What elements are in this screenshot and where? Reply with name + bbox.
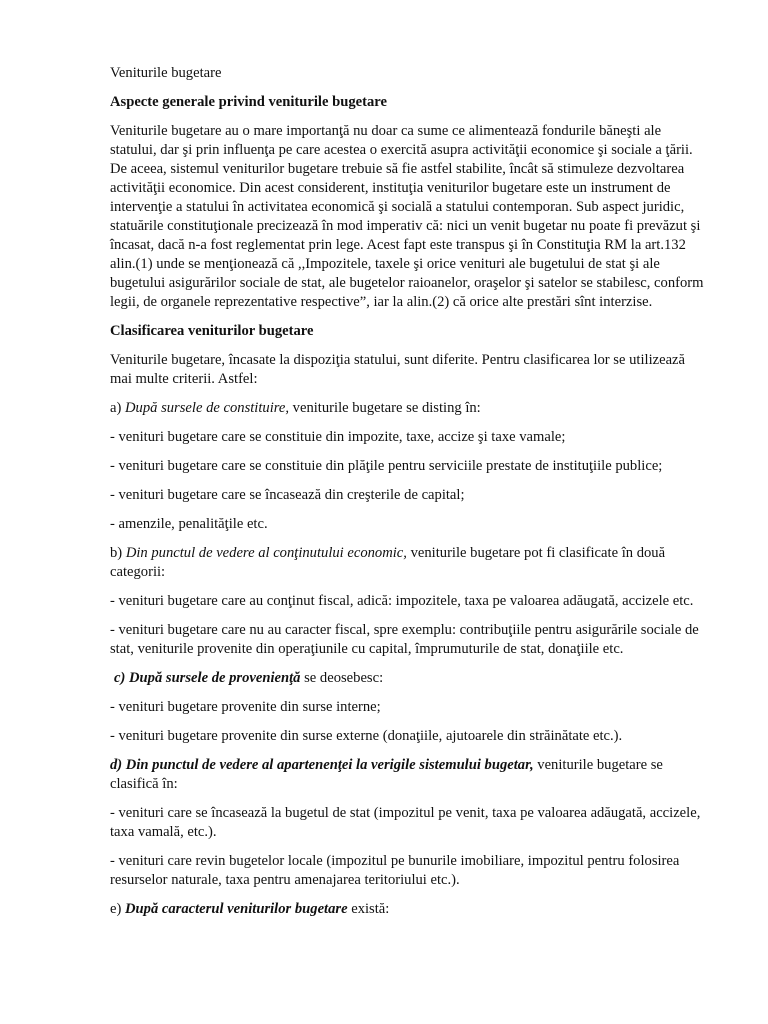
criterion-b-rest: veniturile bugetare pot fi clasificate în două categorii: — [110, 545, 666, 580]
criterion-a-rest: veniturile bugetare se disting în: — [289, 400, 481, 416]
document-title: Veniturile bugetare — [110, 65, 222, 81]
list-item: - venituri care se încasează la bugetul de stat (impozitul pe venit, taxa pe valoarea adăugată, accizele, taxa vamală, etc.). — [110, 805, 701, 840]
criterion-e — [110, 900, 710, 919]
criterion-b — [110, 544, 710, 582]
section-heading-aspecte: Aspecte generale privind veniturile bugetare — [110, 94, 387, 110]
list-item: - venituri bugetare care se constituie din impozite, taxe, accize şi taxe vamale; — [110, 429, 566, 445]
criterion-d-emph: d) Din punctul de vedere al apartenenţei la verigile sistemului bugetar, — [110, 757, 534, 773]
list-item: - venituri bugetare care se constituie din plăţile pentru serviciile prestate de instituţiile publice; — [110, 458, 663, 474]
list-item: - venituri bugetare provenite din surse externe (donaţiile, ajutoarele din străinătate etc.). — [110, 728, 623, 744]
list-item: - venituri care revin bugetelor locale (impozitul pe bunurile imobiliare, impozitul pentru folosirea resurselor naturale, taxa pentru amenajarea teritoriului etc.). — [110, 853, 680, 888]
list-item: - venituri bugetare care au conţinut fiscal, adică: impozitele, taxa pe valoarea adăugată, accizele etc. — [110, 593, 694, 609]
criterion-b-emph: Din punctul de vedere al conţinutului economic, — [125, 545, 407, 561]
criterion-a-prefix: a) — [110, 400, 125, 416]
criterion-e-rest: există: — [347, 901, 390, 917]
criterion-e-prefix: e) — [110, 901, 125, 917]
paragraph-clasificarea-intro: Veniturile bugetare, încasate la dispoziţia statului, sunt diferite. Pentru clasificarea lor se utilizează mai multe criterii. Astfel: — [110, 352, 686, 387]
criterion-c-emph: c) După sursele de provenienţă — [114, 670, 301, 686]
document-page — [110, 64, 710, 929]
list-item: - venituri bugetare care se încasează din creşterile de capital; — [110, 487, 465, 503]
criterion-c-rest: se deosebesc: — [300, 670, 384, 686]
criterion-d — [110, 756, 710, 794]
criterion-b-prefix: b) — [110, 545, 126, 561]
list-item: - venituri bugetare care nu au caracter fiscal, spre exemplu: contribuţiile pentru asigurările sociale de stat, veniturile provenite din operaţiunile cu capital, împrumuturile de stat, donaţiile etc. — [110, 622, 699, 657]
criterion-c — [110, 669, 710, 688]
criterion-e-emph: După caracterul veniturilor bugetare — [125, 901, 348, 917]
list-item: - amenzile, penalităţile etc. — [110, 516, 268, 532]
list-item: - venituri bugetare provenite din surse interne; — [110, 699, 381, 715]
paragraph-aspecte: Veniturile bugetare au o mare importanţă nu doar ca sume ce alimentează fondurile băneşti ale statului, dar şi prin influenţa pe care acestea o exercită asupra activităţii economice şi sociale a ţării. De aceea, sistemul veniturilor bugetare trebuie să fie astfel stabilite, încât să stimuleze dezvoltarea activităţii economice. Din acest considerent, instituţia veniturilor bugetare este un instrument de intervenţie a statului în activitatea economică şi socială a statului contemporan. Sub aspect juridic, statuările constituţionale precizează în mod imperativ că: nici un venit bugetar nu poate fi prevăzut şi încasat, dacă n-a fost reglementat prin lege. Acest fapt este transpus şi în Constituţia RM la art.132 alin.(1) unde se menţionează că ,,Impozitele, taxele şi orice venituri ale bugetului de stat şi ale bugetului asigurărilor sociale de stat, ale bugetelor raioanelor, oraşelor şi satelor se stabilesc, conform legii, de organele reprezentative respective”, iar la alin.(2) că orice alte prestări sînt interzise. — [110, 123, 704, 310]
section-heading-clasificarea: Clasificarea veniturilor bugetare — [110, 323, 314, 339]
criterion-d-rest: veniturile bugetare se clasifică în: — [110, 757, 663, 792]
criterion-a — [110, 399, 710, 418]
criterion-a-emph: După sursele de constituire, — [125, 400, 290, 416]
